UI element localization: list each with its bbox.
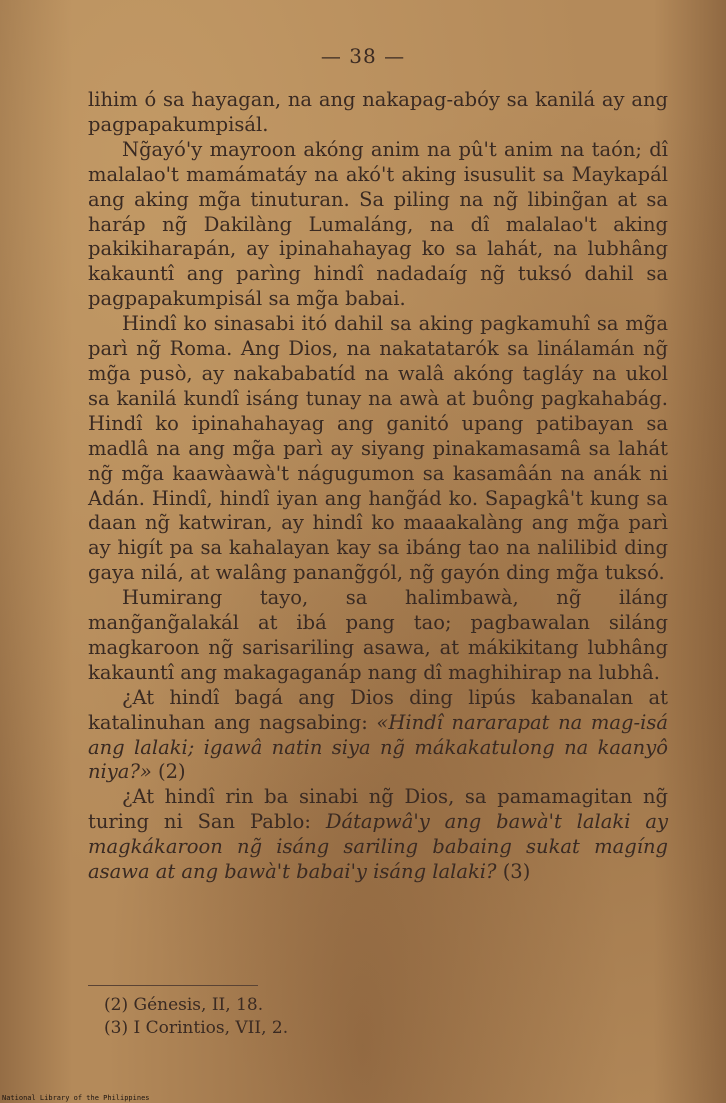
paragraph: Humirang tayo, sa halimbawà, ng̃ iláng mang̃ang̃alakál at ibá pang tao; pagbawalan siláng magkaroon ng̃ sarisariling asawa, at mákikitang lubhâng kakauntî ang makagaganáp nang dî maghihirap na lubhâ. xyxy=(88,586,668,684)
footnote-ref: (3) xyxy=(496,860,531,884)
footnote: (2) Génesis, II, 18. xyxy=(104,995,264,1015)
italic-quote: «Hindî nararapat na mag-isá ang lalaki; igawâ natin siya ng̃ mákakatulong na kaanyô niya?» xyxy=(88,710,668,784)
paragraph-lead: ¿At hindî bagá ang Dios ding lipús kabanalan at katalinuhan ang nagsabing: xyxy=(88,685,668,734)
paragraph-pablo-quote xyxy=(88,785,668,885)
footnote: (3) I Corintios, VII, 2. xyxy=(104,1018,289,1038)
paragraph: Ng̃ayó'y mayroon akóng anim na pû't anim na taón; dî malalao't mamámatáy na akó't aking isusulit sa Maykapál ang aking mg̃a tinuturan. Sa piling na ng̃ libing̃an at sa haráp ng̃ Dakilàng Lumaláng, na dî malalao't aking pakikiharapán, ay ipinahahayag ko sa lahát, na lubhâng kakauntî ang parìng hindî nadadaíg ng̃ tuksó dahil sa pagpapakumpisál sa mg̃a babai. xyxy=(88,137,668,311)
footnote-ref: (2) xyxy=(151,760,186,784)
paragraph-genesis-quote xyxy=(88,686,668,786)
italic-quote: Dátapwâ'y ang bawà't lalaki ay magkákaroon ng̃ isáng sariling babaing sukat magíng asawa at ang bawà't babai'y isáng lalaki? xyxy=(88,810,668,884)
body-text xyxy=(88,88,668,885)
paragraph: Hindî ko sinasabi itó dahil sa aking pagkamuhî sa mg̃a parì ng̃ Roma. Ang Dios, na nakatatarók sa linálamán ng̃ mg̃a pusò, ay nakababatíd na walâ akóng tagláy na ukol sa kanilá kundî isáng tunay na awà at buông pagkahabág. Hindî ko ipinahahayag ang ganitó upang patibayan sa madlâ na ang mg̃a parì ay siyang pinakamasamâ sa lahát ng̃ mg̃a kaawàawà't nágugumon sa kasamâán na anák ni Adán. Hindî, hindî iyan ang hang̃ád ko. Sapagkâ't kung sa daan ng̃ katwiran, ay hindî ko maaakalàng ang mg̃a parì ay higít pa sa kahalayan kay sa ibáng tao na nalilibid ding gaya nilá, at walâng panang̃gól, ng̃ gayón ding mg̃a tuksó. xyxy=(88,312,668,585)
paragraph: lihim ó sa hayagan, na ang nakapag-abóy sa kanilá ay ang pagpapakumpisál. xyxy=(88,88,668,136)
page-number: — 38 — xyxy=(320,44,406,68)
paragraph-lead: ¿At hindî rin ba sinabi ng̃ Dios, sa pamamagitan ng̃ turing ni San Pablo: xyxy=(88,785,668,834)
footnotes xyxy=(104,994,504,1040)
library-credit: National Library of the Philippines xyxy=(2,1094,150,1102)
footnote-divider xyxy=(88,985,258,986)
